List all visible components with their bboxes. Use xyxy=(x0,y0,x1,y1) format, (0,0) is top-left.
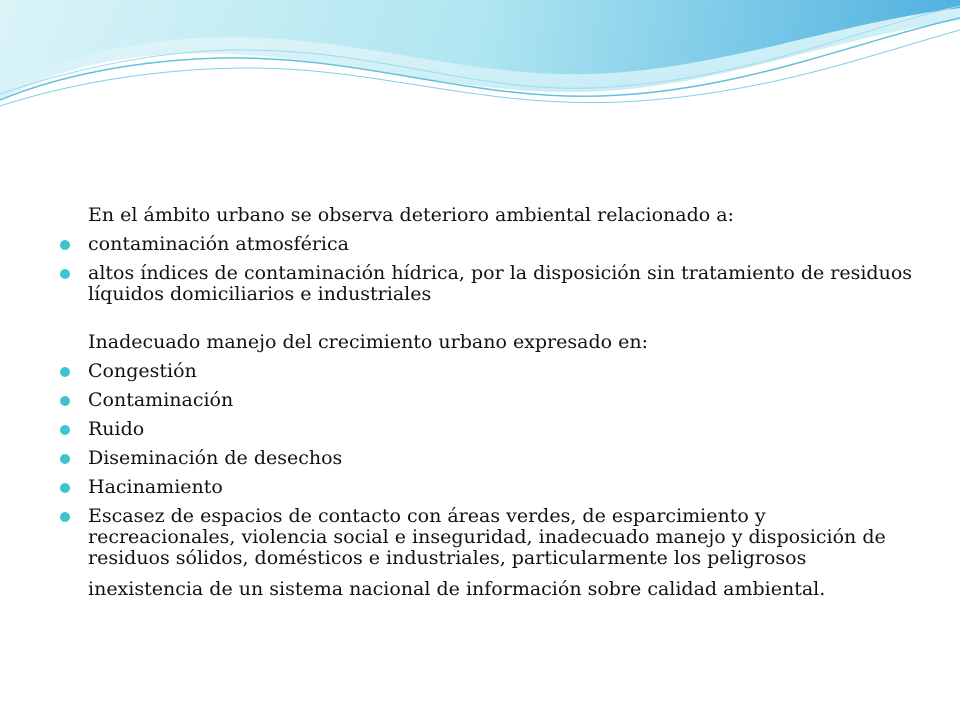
list-item xyxy=(58,361,918,382)
list-item xyxy=(58,477,918,498)
list-item-text: Contaminación xyxy=(88,389,234,411)
bullet-icon xyxy=(60,454,70,464)
list-item-text: Hacinamiento xyxy=(88,476,223,498)
list-item xyxy=(58,506,918,569)
slide-body xyxy=(58,205,918,600)
header-wave-decoration xyxy=(0,0,960,120)
bullet-icon xyxy=(60,367,70,377)
closing-text: inexistencia de un sistema nacional de información sobre calidad ambiental. xyxy=(88,578,826,600)
bullet-icon xyxy=(60,512,70,522)
bullet-icon xyxy=(60,240,70,250)
list-item xyxy=(58,390,918,411)
intro-urban-growth: Inadecuado manejo del crecimiento urbano expresado en: xyxy=(88,331,648,353)
list-item xyxy=(58,419,918,440)
list-item xyxy=(58,263,918,305)
list-item-text: contaminación atmosférica xyxy=(88,233,349,255)
list-item-text: Ruido xyxy=(88,418,145,440)
list-item-text: Diseminación de desechos xyxy=(88,447,343,469)
list-item-text: Congestión xyxy=(88,360,197,382)
list-item-text: altos índices de contaminación hídrica, por la disposición sin tratamiento de residuos líquidos domiciliarios e industriales xyxy=(88,262,913,305)
bullet-icon xyxy=(60,269,70,279)
list-item xyxy=(58,234,918,255)
list-item xyxy=(58,448,918,469)
list-item-text: Escasez de espacios de contacto con áreas verdes, de esparcimiento y recreacionales, violencia social e inseguridad, inadecuado manejo y disposición de residuos sólidos, domésticos e industriales, particularmente los peligrosos xyxy=(88,505,886,569)
bullet-icon xyxy=(60,425,70,435)
bullet-icon xyxy=(60,396,70,406)
intro-urban-deterioration: En el ámbito urbano se observa deterioro ambiental relacionado a: xyxy=(88,204,734,226)
bullet-icon xyxy=(60,483,70,493)
